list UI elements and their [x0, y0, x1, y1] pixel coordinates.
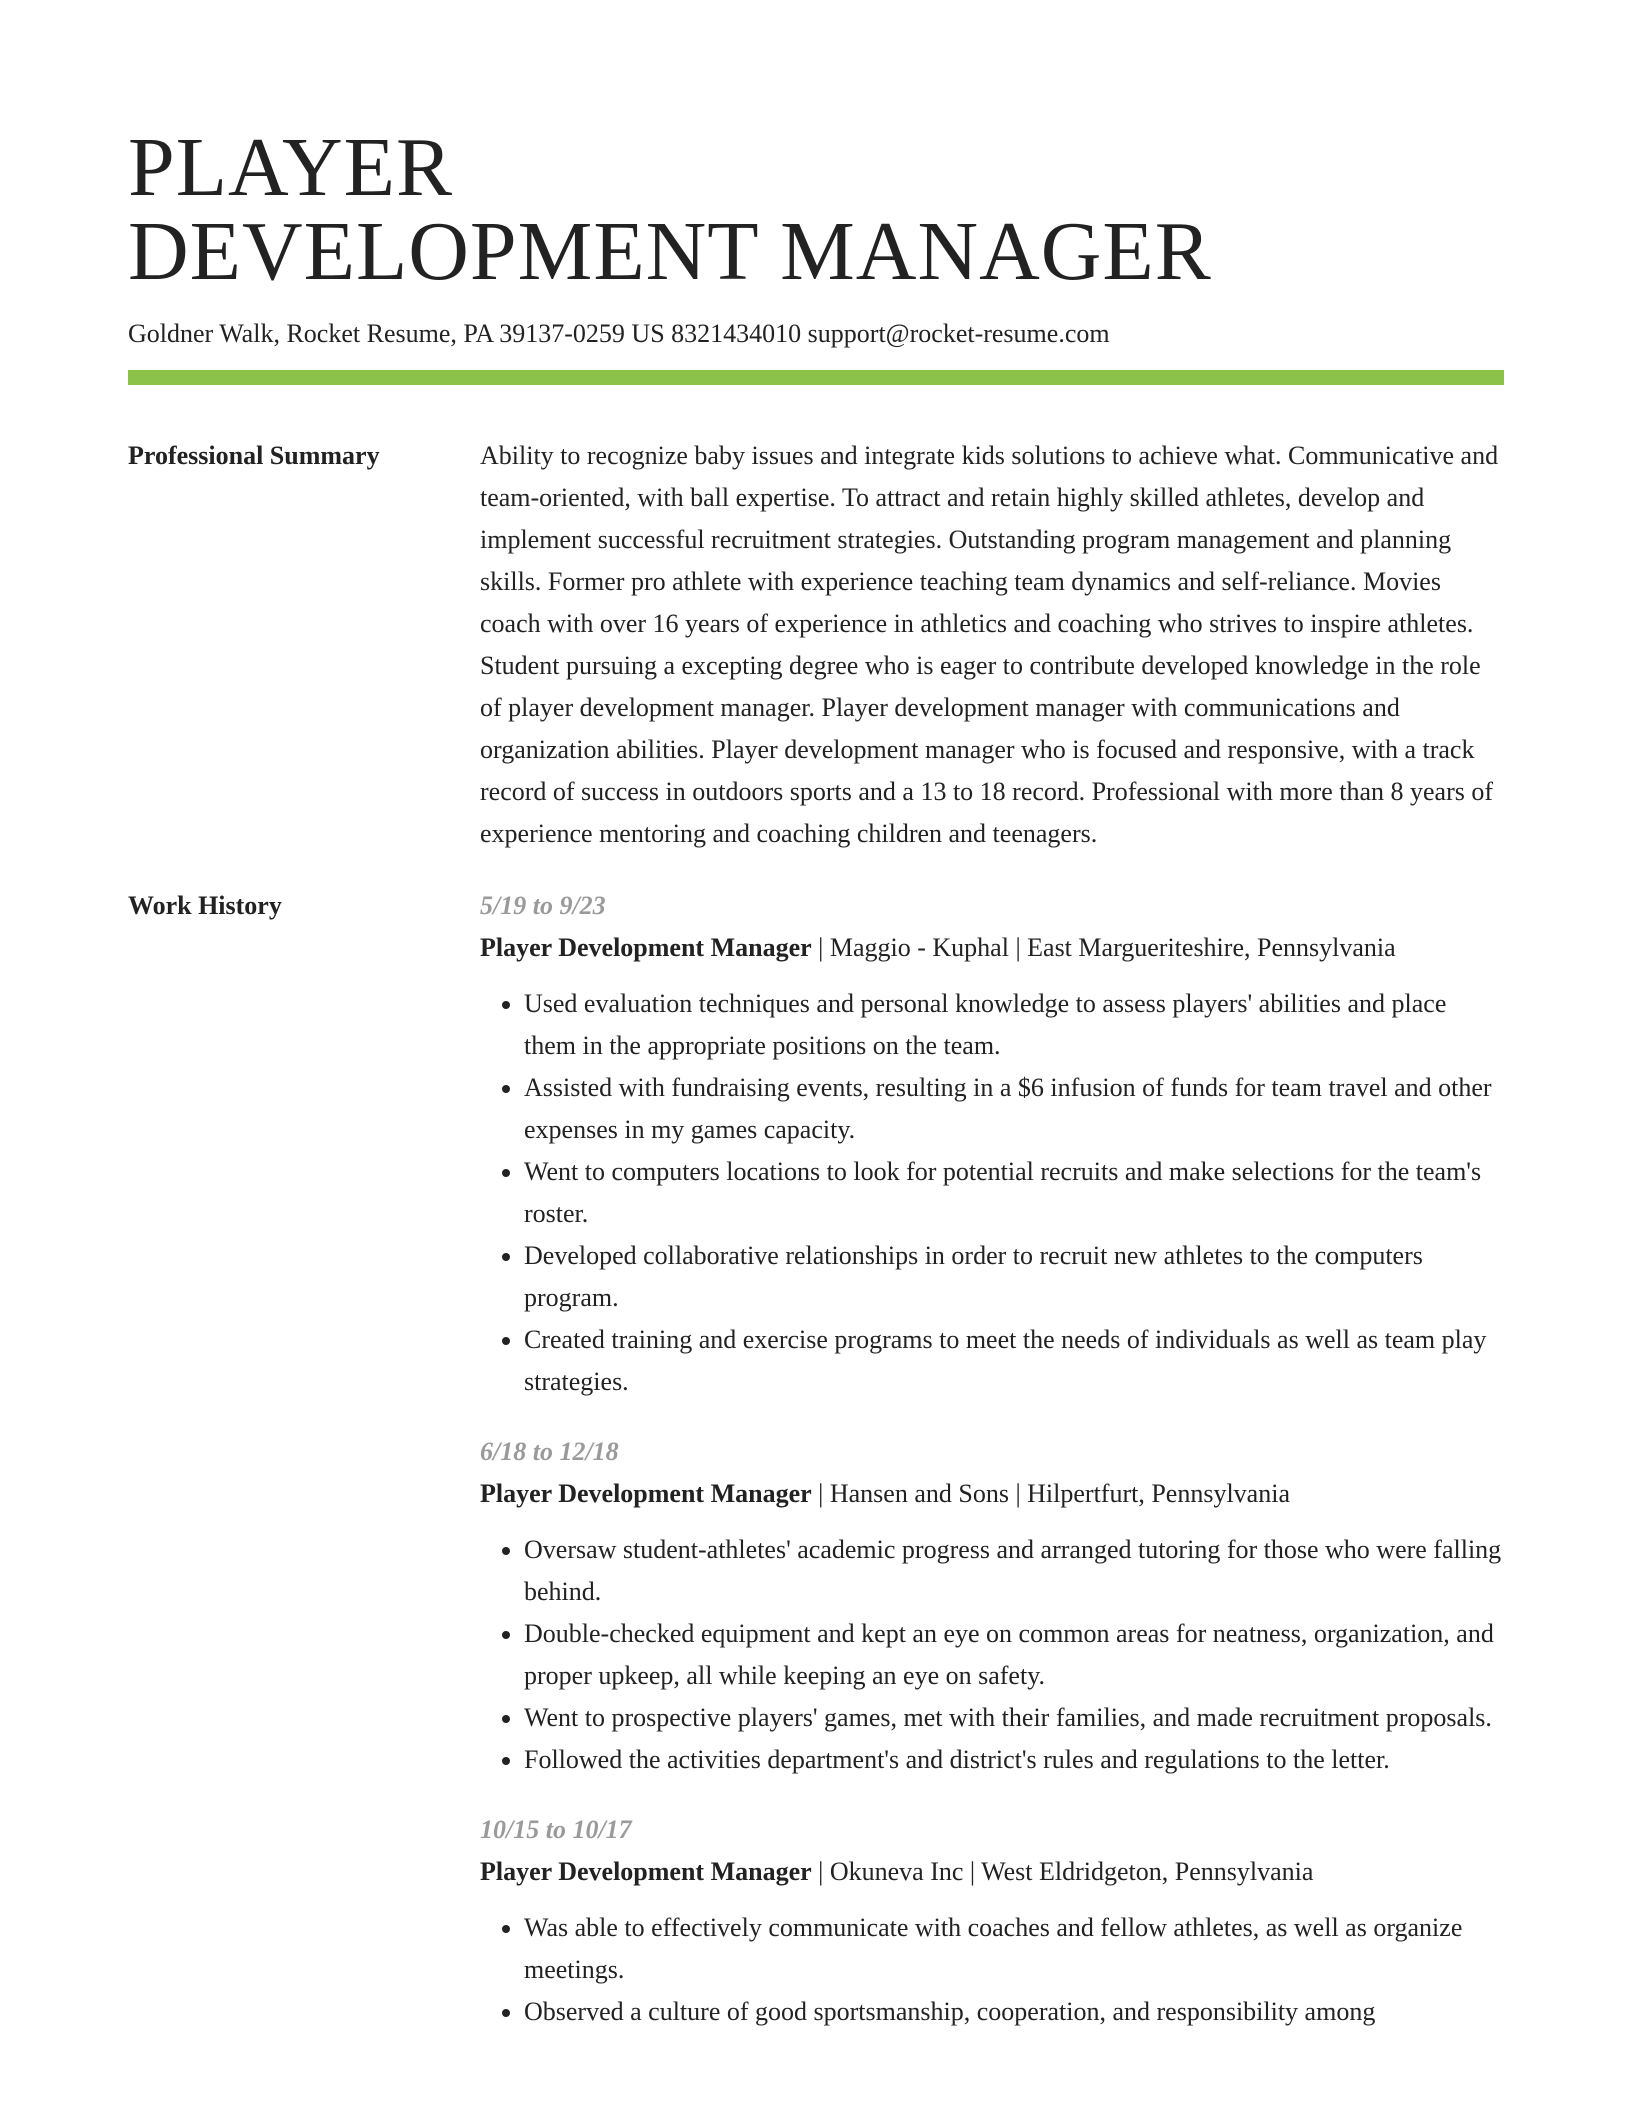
job-bullets	[480, 983, 1504, 1403]
job-title: Player Development Manager	[480, 933, 812, 962]
job-bullet: • Followed the activities department's and district's rules and regulations to the letter.	[524, 1739, 1504, 1781]
job-bullet: • Went to prospective players' games, met with their families, and made recruitment proposals.	[524, 1697, 1504, 1739]
work-history-title: Work History	[128, 891, 282, 920]
job-entry	[480, 885, 1504, 1403]
job-entry	[480, 1431, 1504, 1781]
job-details: | Maggio - Kuphal | East Margueriteshire, Pennsylvania	[811, 933, 1396, 962]
work-history-section	[128, 885, 1504, 2061]
summary-text: Ability to recognize baby issues and integrate kids solutions to achieve what. Communicative and team-oriented, with ball expertise. To attract and retain highly skilled athletes, develop and implement successful recruitment strategies. Outstanding program management and planning skills. Former pro athlete with experience teaching team dynamics and self-reliance. Movies coach with over 16 years of experience in athletics and coaching who strives to inspire athletes. Student pursuing a excepting degree who is eager to contribute developed knowledge in the role of player development manager. Player development manager with communications and organization abilities. Player development manager who is focused and responsive, with a track record of success in outdoors sports and a 13 to 18 record. Professional with more than 8 years of experience mentoring and coaching children and teenagers.	[480, 441, 1499, 848]
job-bullet: • Assisted with fundraising events, resulting in a $6 infusion of funds for team travel and other expenses in my games capacity.	[524, 1067, 1504, 1151]
job-bullet: • Developed collaborative relationships in order to recruit new athletes to the computers program.	[524, 1235, 1504, 1319]
contact-address: Goldner Walk, Rocket Resume, PA 39137-0259 US	[128, 319, 665, 348]
summary-title: Professional Summary	[128, 441, 380, 470]
job-bullet: • Oversaw student-athletes' academic progress and arranged tutoring for those who were falling behind.	[524, 1529, 1504, 1613]
work-history-list	[480, 885, 1504, 2061]
job-title: Player Development Manager	[480, 1479, 812, 1508]
job-heading	[480, 927, 1504, 969]
job-bullets	[480, 1529, 1504, 1781]
summary-section	[128, 435, 1504, 855]
job-dates: 5/19 to 9/23	[480, 891, 606, 920]
header-divider	[128, 370, 1504, 385]
job-title: Player Development Manager	[480, 1857, 812, 1886]
job-bullet: • Used evaluation techniques and personal knowledge to assess players' abilities and place them in the appropriate positions on the team.	[524, 983, 1504, 1067]
job-bullet: • Created training and exercise programs to meet the needs of individuals as well as team play strategies.	[524, 1319, 1504, 1403]
contact-email: support@rocket-resume.com	[807, 319, 1110, 348]
resume-name	[128, 0, 1504, 298]
job-bullets	[480, 1907, 1504, 2033]
contact-phone: 8321434010	[671, 319, 802, 348]
job-dates: 6/18 to 12/18	[480, 1437, 619, 1466]
name-line-2: DEVELOPMENT MANAGER	[128, 205, 1212, 298]
resume-page	[128, 0, 1504, 2061]
job-bullet: • Observed a culture of good sportsmanship, cooperation, and responsibility among	[524, 1991, 1504, 2033]
job-dates: 10/15 to 10/17	[480, 1815, 632, 1844]
job-bullet: • Double-checked equipment and kept an eye on common areas for neatness, organization, and proper upkeep, all while keeping an eye on safety.	[524, 1613, 1504, 1697]
job-entry	[480, 1809, 1504, 2033]
job-bullet: • Was able to effectively communicate with coaches and fellow athletes, as well as organize meetings.	[524, 1907, 1504, 1991]
job-details: | Okuneva Inc | West Eldridgeton, Pennsylvania	[811, 1857, 1314, 1886]
contact-line	[128, 316, 1504, 352]
job-details: | Hansen and Sons | Hilpertfurt, Pennsylvania	[811, 1479, 1290, 1508]
name-line-1: PLAYER	[128, 121, 453, 214]
job-heading	[480, 1473, 1504, 1515]
job-heading	[480, 1851, 1504, 1893]
job-bullet: • Went to computers locations to look for potential recruits and make selections for the team's roster.	[524, 1151, 1504, 1235]
